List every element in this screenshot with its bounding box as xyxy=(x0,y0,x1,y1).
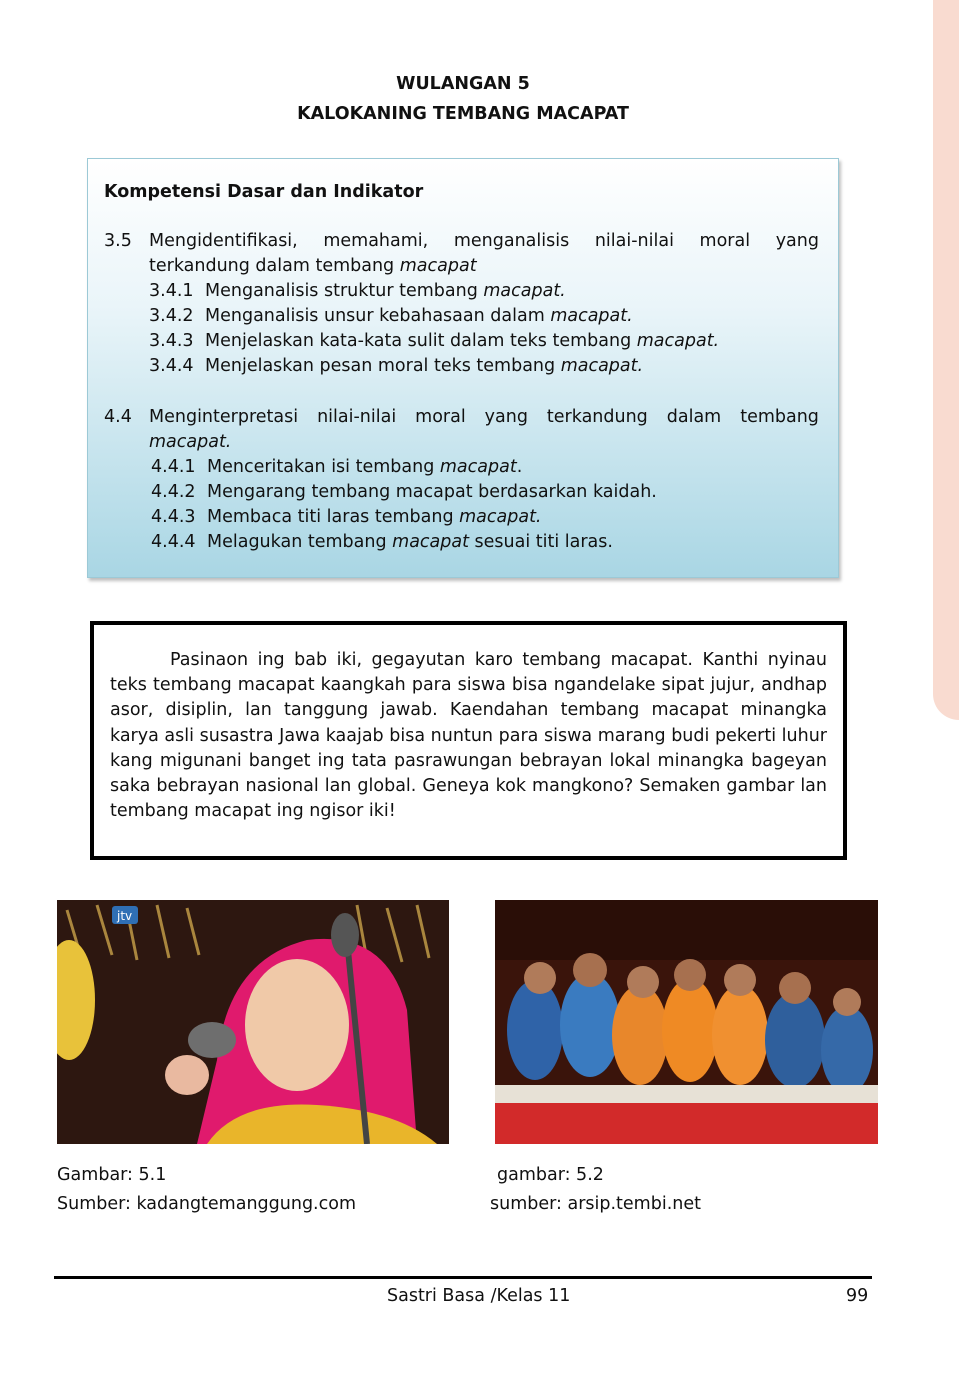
figure-5-1-label: Gambar: 5.1 xyxy=(57,1165,167,1185)
indicator-number: 3.4.4 xyxy=(149,356,194,376)
figure-5-1-source: Sumber: kadangtemanggung.com xyxy=(57,1194,356,1214)
kd1-line1-word: Mengidentifikasi, xyxy=(149,231,298,251)
indicator-text: Menjelaskan kata-kata sulit dalam teks tembang xyxy=(205,331,637,351)
indicator-4-4-4 xyxy=(151,530,613,555)
indicator-number: 3.4.1 xyxy=(149,281,194,301)
indicator-text: Membaca titi laras tembang xyxy=(207,507,460,527)
kd1-line1-word: moral xyxy=(699,231,751,251)
indicator-text: Menganalisis struktur tembang xyxy=(205,281,484,301)
indicator-4-4-1 xyxy=(151,455,522,480)
lesson-title: WULANGAN 5 xyxy=(396,74,530,94)
indicator-number: 3.4.3 xyxy=(149,331,194,351)
indicator-trailing-text: . xyxy=(516,457,523,477)
figure-5-1-illustration xyxy=(57,900,449,1144)
kd1-line1-word: menganalisis xyxy=(453,231,570,251)
indicator-number: 4.4.1 xyxy=(151,457,196,477)
kd2-line1-word: dalam xyxy=(666,407,722,427)
kd2-description-line2 xyxy=(149,430,231,455)
figure-5-1-logo: jtv xyxy=(117,909,133,923)
kd2-line1-word: Menginterpretasi xyxy=(149,407,299,427)
indicator-italic-term: macapat xyxy=(392,532,469,552)
footer-book-title: Sastri Basa /Kelas 11 xyxy=(387,1286,571,1306)
kd1-line1-word: memahami, xyxy=(323,231,429,251)
indicator-text: Menganalisis unsur kebahasaan dalam xyxy=(205,306,551,326)
indicator-trailing-text: sesuai titi laras. xyxy=(468,532,613,552)
kd1-number: 3.5 xyxy=(104,231,132,251)
indicator-number: 4.4.4 xyxy=(151,532,196,552)
intro-paragraph-text: Pasinaon ing bab iki, gegayutan karo tembang macapat. Kanthi nyinau teks tembang macapat kaangkah para siswa bisa ngandelake sipat jujur, andhap asor, disiplin, lan tanggung jawab. Kaendahan tembang macapat minangka karya asli susastra Jawa kaajab bisa nuntun para siswa marang budi pekerti luhur kang migunani banget ing tata pasrawungan bebrayan lokal minangka bageyan saka bebrayan nasional lan global. Geneya kok mangkono? Semaken gambar lan tembang macapat ing ngisor iki! xyxy=(110,650,827,822)
indicator-italic-term: macapat. xyxy=(459,507,542,527)
kd2-line1-word: moral xyxy=(415,407,466,427)
figure-5-1-photo xyxy=(57,900,449,1144)
indicator-4-4-3 xyxy=(151,505,542,530)
indicator-4-4-2 xyxy=(151,480,657,505)
indicator-3-4-3 xyxy=(149,329,719,354)
indicator-3-4-1 xyxy=(149,279,566,304)
indicator-italic-term: macapat. xyxy=(560,356,644,376)
indicator-3-4-2 xyxy=(149,304,633,329)
kd1-line2-text: terkandung dalam tembang xyxy=(149,256,395,276)
footer-rule xyxy=(54,1276,872,1279)
indicator-text: Menceritakan isi tembang xyxy=(207,457,440,477)
kd1-line1-word: yang xyxy=(775,231,819,251)
kd2-line1-word: tembang xyxy=(740,407,819,427)
indicator-italic-term: macapat. xyxy=(636,331,720,351)
kd1-description-line1 xyxy=(149,229,819,254)
indicator-italic-term: macapat xyxy=(439,457,517,477)
indicator-italic-term: macapat. xyxy=(550,306,633,326)
kd1-line2-italic: macapat xyxy=(399,256,477,276)
indicator-italic-term: macapat. xyxy=(483,281,566,301)
side-tab-decoration xyxy=(933,0,959,720)
indicator-text: Melagukan tembang xyxy=(207,532,393,552)
figure-5-2-label: gambar: 5.2 xyxy=(497,1165,604,1185)
figure-5-2-photo xyxy=(495,900,878,1144)
competency-heading: Kompetensi Dasar dan Indikator xyxy=(104,182,424,202)
kd2-line1-word: yang xyxy=(484,407,528,427)
kd2-line1-word: terkandung xyxy=(546,407,648,427)
kd2-line2-italic: macapat. xyxy=(149,432,232,452)
kd2-line1-word: nilai-nilai xyxy=(317,407,397,427)
figure-5-2-illustration xyxy=(495,900,878,1144)
indicator-number: 3.4.2 xyxy=(149,306,194,326)
figure-5-2-source: sumber: arsip.tembi.net xyxy=(490,1194,701,1214)
page-number: 99 xyxy=(846,1286,869,1306)
kd2-description-line1 xyxy=(149,405,819,430)
kd2-number: 4.4 xyxy=(104,407,132,427)
intro-box xyxy=(90,621,847,860)
indicator-text: Mengarang tembang macapat berdasarkan kaidah. xyxy=(207,482,657,502)
intro-paragraph xyxy=(110,648,827,824)
indicator-3-4-4 xyxy=(149,354,643,379)
indicator-text: Menjelaskan pesan moral teks tembang xyxy=(205,356,561,376)
lesson-topic: KALOKANING TEMBANG MACAPAT xyxy=(297,104,629,124)
kd1-line1-word: nilai-nilai xyxy=(594,231,674,251)
indicator-number: 4.4.3 xyxy=(151,507,196,527)
kd1-description-line2 xyxy=(149,254,477,279)
competency-box xyxy=(87,158,839,578)
indicator-number: 4.4.2 xyxy=(151,482,196,502)
